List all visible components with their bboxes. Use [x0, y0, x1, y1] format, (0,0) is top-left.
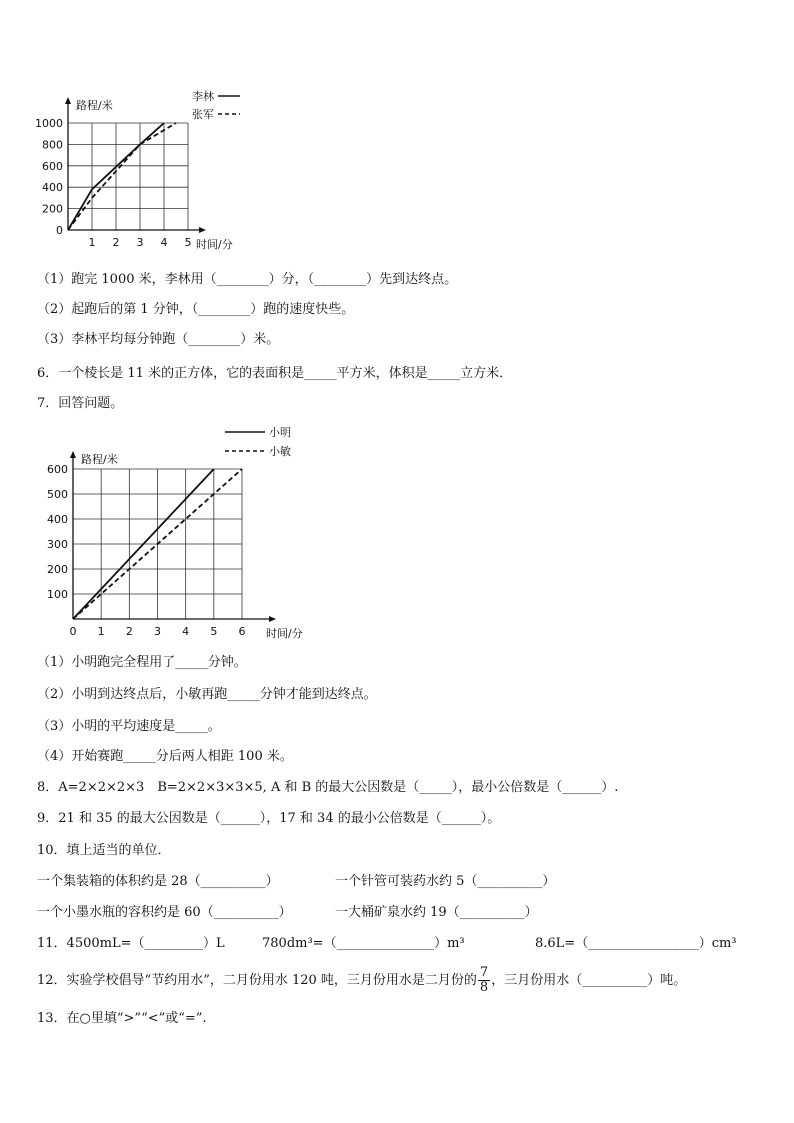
x-axis-arrow [199, 227, 206, 233]
y-tick-label: 0 [56, 224, 63, 237]
q7-item-3: （3）小明的平均速度是_____。 [37, 719, 221, 734]
x-tick-label: 3 [154, 625, 161, 638]
question-9: 9．21 和 35 的最大公因数是（______），17 和 34 的最小公倍数是（______）。 [37, 811, 501, 826]
chart-2 [30, 420, 330, 645]
q5-item-2: （2）起跑后的第 1 分钟，（________）跑的速度快些。 [37, 302, 355, 317]
y-tick-label: 200 [42, 202, 63, 216]
x-axis-arrow [269, 616, 276, 622]
q12-fraction [478, 966, 490, 995]
y-axis-arrow [65, 97, 71, 104]
y-tick-label: 200 [47, 563, 68, 576]
x-tick-label: 4 [182, 625, 190, 638]
y-axis-label: 路程/米 [76, 99, 113, 112]
question-10-title: 10．填上适当的单位． [37, 843, 171, 858]
y-tick-label: 600 [42, 159, 63, 173]
y-tick-label: 1000 [35, 117, 63, 130]
y-axis-label: 路程/米 [81, 453, 118, 466]
q12-text-before: 12．实验学校倡导“节约用水”，二月份用水 120 吨，三月份用水是二月份的 [37, 973, 477, 988]
question-12 [37, 963, 686, 999]
question-7-title: 7．回答问题。 [37, 396, 124, 411]
y-tick-label: 100 [47, 588, 68, 601]
q10-row2-right: 一大桶矿泉水约 19（__________） [335, 905, 538, 920]
question-13: 13．在○里填“>”“<”或“=”. [37, 1011, 207, 1026]
legend-label: 小明 [269, 426, 291, 439]
q7-item-4: （4）开始赛跑_____分后两人相距 100 米。 [37, 749, 293, 764]
q5-item-1: （1）跑完 1000 米，李林用（________）分，（________）先到达终点。 [37, 272, 458, 287]
q12-numerator: 7 [479, 965, 489, 980]
y-axis-arrow [70, 451, 76, 458]
x-tick-label: 6 [238, 625, 246, 638]
q7-item-1: （1）小明跑完全程用了_____分钟。 [37, 655, 247, 670]
x-tick-label: 2 [125, 625, 133, 638]
y-tick-label: 300 [47, 538, 68, 551]
x-tick-label: 1 [97, 625, 105, 638]
q12-text-after: ，三月份用水（__________）吨。 [491, 973, 687, 988]
x-tick-label: 2 [112, 236, 120, 249]
q11-part-a: 11．4500mL=（_________）L [37, 936, 225, 951]
chart-1 [30, 85, 260, 255]
y-tick-label: 600 [47, 463, 68, 476]
question-8: 8．A=2×2×2×3 B=2×2×3×3×5, A 和 B 的最大公因数是（_____），最小公倍数是（______）. [37, 780, 619, 795]
x-axis-label: 时间/分 [266, 627, 303, 640]
x-tick-label: 5 [210, 625, 218, 638]
x-tick-label: 5 [184, 236, 192, 249]
x-tick-label: 0 [69, 625, 77, 638]
q10-row2-left: 一个小墨水瓶的容积约是 60（__________） [37, 905, 292, 920]
question-6: 6．一个棱长是 11 米的正方体，它的表面积是_____平方米，体积是_____立方米． [37, 366, 513, 381]
legend-label: 张军 [192, 108, 214, 121]
q11-part-c: 8.6L=（_________________）cm³ [535, 936, 737, 951]
q12-denominator: 8 [479, 980, 489, 995]
series-line-张军 [68, 123, 176, 230]
x-tick-label: 1 [88, 236, 96, 249]
x-tick-label: 4 [160, 236, 168, 249]
y-tick-label: 400 [47, 513, 68, 526]
x-axis-label: 时间/分 [196, 238, 233, 251]
y-tick-label: 800 [42, 138, 63, 152]
q7-item-2: （2）小明到达终点后，小敏再跑_____分钟才能到达终点。 [37, 687, 377, 702]
y-tick-label: 500 [47, 488, 68, 501]
q11-part-b: 780dm³=（_______________）m³ [262, 936, 465, 951]
x-tick-label: 3 [136, 236, 144, 249]
q10-row1-right: 一个针管可装药水约 5（__________） [335, 874, 556, 889]
legend-label: 小敏 [269, 445, 291, 458]
q10-row1-left: 一个集装箱的体积约是 28（__________） [37, 874, 279, 889]
q5-item-3: （3）李林平均每分钟跑（________）米。 [37, 332, 280, 347]
legend-label: 李林 [192, 90, 214, 103]
y-tick-label: 400 [42, 181, 63, 195]
